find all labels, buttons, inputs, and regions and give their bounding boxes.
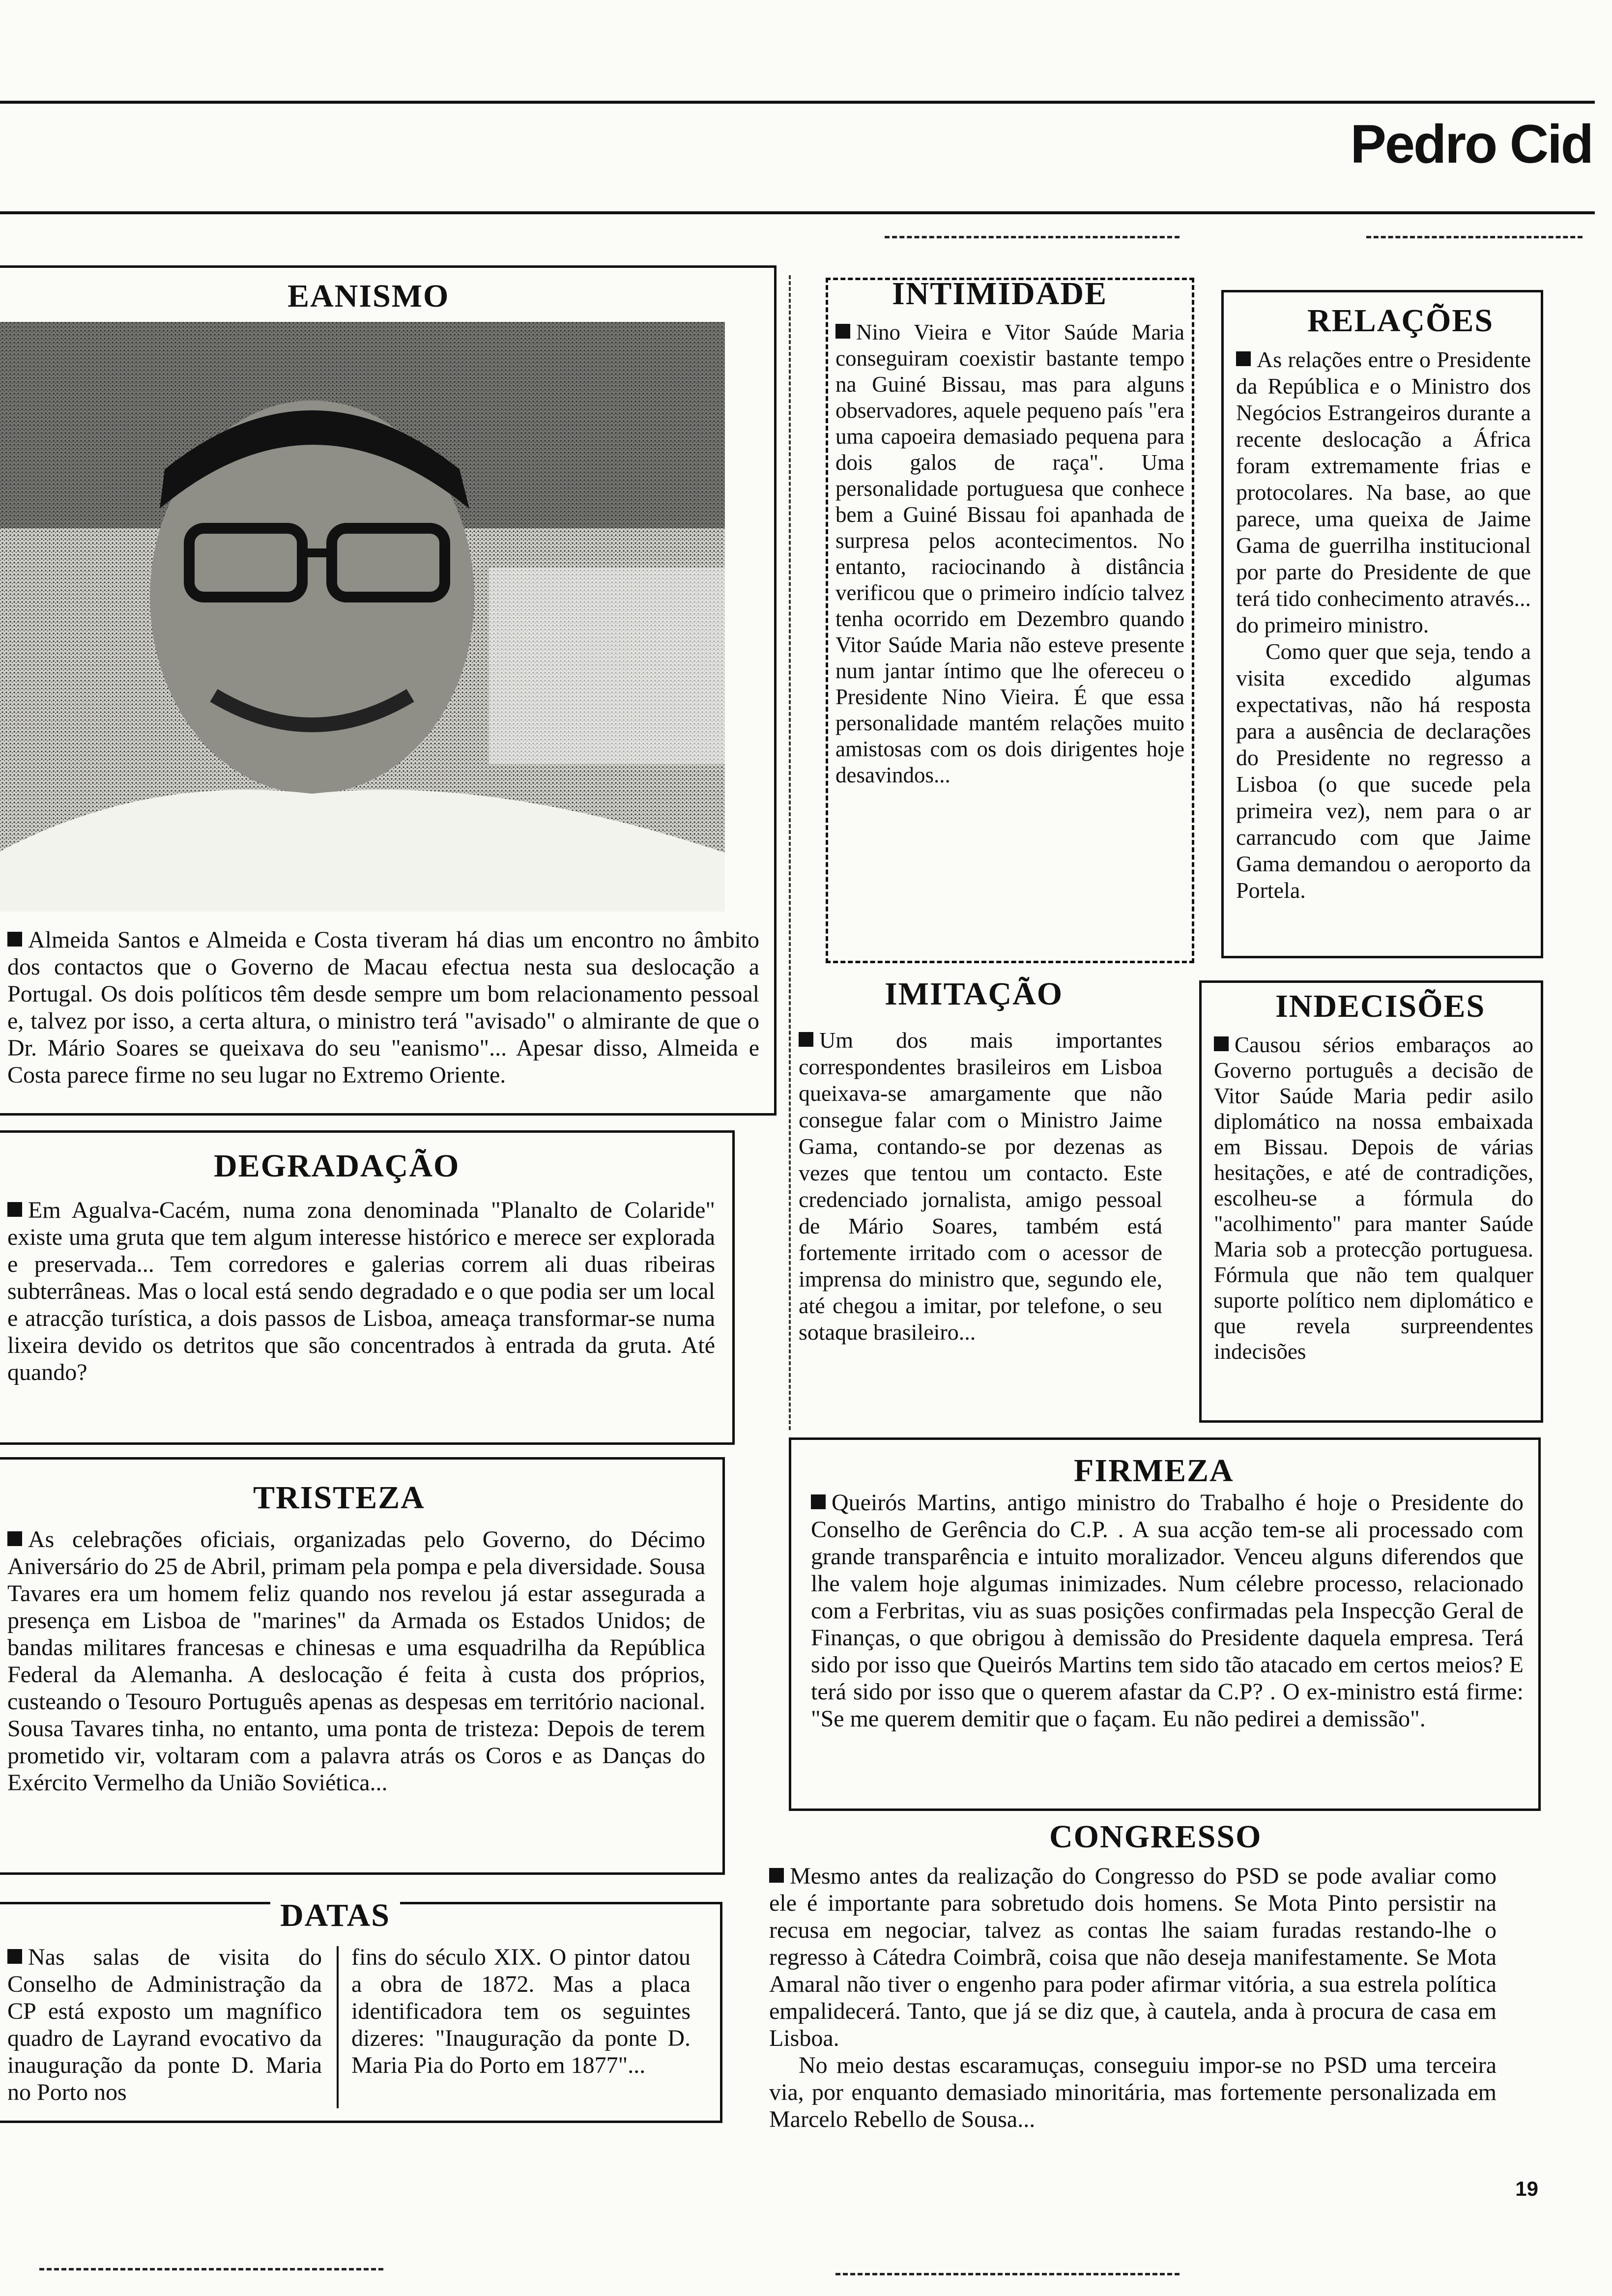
article-title-tristeza: TRISTEZA xyxy=(253,1480,425,1516)
datas-column-divider xyxy=(337,1946,339,2108)
bullet-square-icon xyxy=(1236,351,1251,366)
article-datas xyxy=(0,1897,722,2123)
article-title-eanismo: EANISMO xyxy=(288,278,450,314)
article-text-intimidade: Nino Vieira e Vitor Saúde Maria conseguiram coexistir bastante tempo na Guiné Bissau, mas para alguns observadores, aquele pequeno país "era uma capoeira demasiado pequena para dois galos de raça". Uma personalidade portuguesa que conhece bem a Guiné Bissau foi apanhada de surpresa pelos acontecimentos. No entanto, raciocinando à distância verificou que o primeiro indício talvez tenha ocorrido em Dezembro quando Vitor Saúde Maria não esteve presente num jantar íntimo que lhe ofereceu o Presidente Nino Vieira. É que essa personalidade mantém relações muito amistosas com os dois dirigentes hoje desavindos... xyxy=(835,320,1184,787)
article-text-relacoes: As relações entre o Presidente da República e o Ministro dos Negócios Estrangeiros durante a recente deslocação a África foram extremamente frias e protocolares. Na base, ao que parece, uma queixa de Jaime Gama de guerrilha institucional por parte do Presidente de que terá tido conhecimento através... do primeiro ministro. Como quer que seja, tendo a visita excedido algumas expectativas, não há resposta para a ausência de declarações do Presidente no regresso a Lisboa (o que sucede pela primeira vez), nem para o ar carrancudo com que Jaime Gama demandou o aeroporto da Portela. xyxy=(1236,347,1531,903)
article-text-datas-col1: Nas salas de visita do Conselho de Administração da CP está exposto um magnífico quadro de Layrand evocativo da inauguração da ponte D. Maria no Porto nos xyxy=(7,1944,322,2105)
article-text-imitacao: Um dos mais importantes correspondentes brasileiros em Lisboa queixava-se amargamente que não consegue falar com o Ministro Jaime Gama, contando-se por dezenas as vezes que tentou um contacto. Este credenciado jornalista, amigo pessoal de Mário Soares, também está fortemente irritado com o acessor de imprensa do ministro que, segundo ele, até chegou a imitar, por telefone, o seu sotaque brasileiro... xyxy=(799,1028,1162,1345)
page-number: 19 xyxy=(1515,2177,1538,2200)
footer-dashes-right xyxy=(835,2273,1180,2275)
bullet-square-icon xyxy=(799,1032,813,1047)
article-title-congresso: CONGRESSO xyxy=(1049,1819,1262,1855)
article-tristeza xyxy=(0,1457,725,1875)
article-title-relacoes: RELAÇÕES xyxy=(1307,303,1494,339)
article-text-tristeza: As celebrações oficiais, organizadas pelo Governo, do Décimo Aniversário do 25 de Abril, primam pela pompa e pela diversidade. Sousa Tavares era um homem feliz quando nos revelou já estar assegurada a presença em Lisboa de "marines" da Armada os Estados Unidos; de bandas militares francesas e chinesas e uma esquadrilha da República Federal da Alemanha. A deslocação é feita à custa dos próprios, custeando o Tesouro Português apenas as despesas em território nacional. Sousa Tavares tinha, no entanto, uma ponta de tristeza: Depois de terem prometido vir, voltaram com a palavra atrás os Coros e as Danças do Exército Vermelho da União Soviética... xyxy=(7,1526,705,1796)
portrait-photo-icon xyxy=(0,322,725,912)
bullet-square-icon xyxy=(1214,1036,1229,1051)
article-title-intimidade: INTIMIDADE xyxy=(892,276,1108,312)
top-rule xyxy=(0,101,1595,104)
article-intimidade xyxy=(826,278,1194,963)
header-rule xyxy=(0,211,1595,214)
article-title-datas: DATAS xyxy=(270,1897,400,1934)
bullet-square-icon xyxy=(7,1949,22,1964)
article-degradacao xyxy=(0,1130,735,1445)
header-dashes xyxy=(885,236,1180,238)
article-text-firmeza: Queirós Martins, antigo ministro do Trabalho é hoje o Presidente do Conselho de Gerência do C.P. . A sua acção tem-se ali processado com grande transparência e intuito moralizador. Venceu alguns diferendos que lhe valem hoje algumas inimizades. Num célebre processo, relacionado com a Ferbritas, viu as suas posições confirmadas pela Inspecção Geral de Finanças, o que obrigou à demissão do Presidente daquela empresa. Terá sido por isso que Queirós Martins tem sido tão atacado em certos meios? E terá sido por isso que o querem afastar da C.P? . O ex-ministro está firme: "Se me querem demitir que o façam. Eu não pedirei a demissão". xyxy=(811,1490,1524,1732)
article-text-degradacao: Em Agualva-Cacém, numa zona denominada "Planalto de Colaride" existe uma gruta que tem algum interesse histórico e merece ser explorada e preservada... Tem corredores e galerias correm ali duas ribeiras subterrâneas. Mas o local está sendo degradado e o que podia ser um local e atracção turística, a dois passos de Lisboa, ameaça transformar-se numa lixeira devido os detritos que são concentrados à entrada da gruta. Até quando? xyxy=(7,1197,715,1385)
author-name: Pedro Cid xyxy=(1350,114,1592,174)
bullet-square-icon xyxy=(835,324,850,339)
bullet-square-icon xyxy=(811,1494,826,1509)
article-indecisoes xyxy=(1199,980,1543,1423)
footer-dashes xyxy=(39,2268,383,2270)
portrait-photo-icon-svg xyxy=(0,322,725,912)
article-title-indecisoes: INDECISÕES xyxy=(1275,988,1486,1024)
article-title-firmeza: FIRMEZA xyxy=(1074,1453,1234,1489)
bullet-square-icon xyxy=(7,932,22,947)
article-text-datas-col2: fins do século XIX. O pintor datou a obra de 1872. Mas a placa identificadora tem os seguintes dizeres: "Inauguração da ponte D. Maria Pia do Porto em 1877"... xyxy=(351,1944,691,2078)
bullet-square-icon xyxy=(769,1868,784,1883)
article-eanismo xyxy=(0,265,777,1116)
bullet-square-icon xyxy=(7,1202,22,1217)
header-dashes-right xyxy=(1366,236,1583,238)
bullet-square-icon xyxy=(7,1531,22,1546)
article-text-congresso: Mesmo antes da realização do Congresso do PSD se pode avaliar como ele é importante para sobretudo dois homens. Se Mota Pinto persistir na recusa em negociar, talvez as contas lhe saiam furadas restando-lhe o regresso à Cátedra Coimbrã, coisa que não deseja manifestamente. Se Mota Amaral não tiver o engenho para poder afirmar vitória, a sua estrela política empalidecerá. Tanto, que já se diz que, à cautela, anda à procura de casa em Lisboa. No meio destas escaramuças, conseguiu impor-se no PSD uma terceira via, por enquanto demasiado minoritária, mas fortemente personalizada em Marcelo Rebello de Sousa... xyxy=(769,1863,1497,2132)
article-text-eanismo: Almeida Santos e Almeida e Costa tiveram há dias um encontro no âmbito dos contactos que o Governo de Macau efectua nesta sua deslocação a Portugal. Os dois políticos têm desde sempre um bom relacionamento pessoal e, talvez por isso, a certa altura, o ministro terá "avisado" o almirante de que o Dr. Mário Soares se queixava do seu "eanismo"... Apesar disso, Almeida e Costa parece firme no seu lugar no Extremo Oriente. xyxy=(7,927,759,1088)
article-title-imitacao: IMITAÇÃO xyxy=(885,976,1064,1012)
article-firmeza xyxy=(789,1437,1541,1811)
article-text-indecisoes: Causou sérios embaraços ao Governo português a decisão de Vitor Saúde Maria pedir asilo diplomático na nossa embaixada em Bissau. Depois de várias hesitações, e até de contradições, escolheu-se a fórmula do "acolhimento" para manter Saúde Maria sob a protecção portuguesa. Fórmula que não tem qualquer suporte político nem diplomático e que revela surpreendentes indecisões xyxy=(1214,1033,1533,1364)
column-divider xyxy=(789,275,791,1430)
article-title-degradacao: DEGRADAÇÃO xyxy=(214,1148,460,1184)
article-relacoes xyxy=(1221,290,1543,958)
